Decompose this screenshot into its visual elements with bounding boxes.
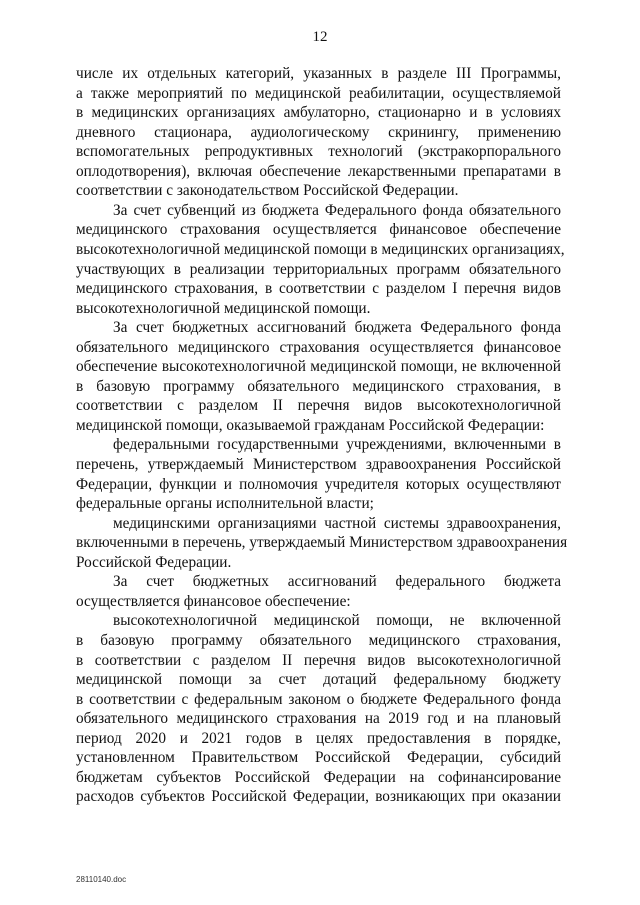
text-line: обязательного медицинского страхования осуществляется финансовое <box>76 338 561 356</box>
text-line: медицинского страхования, в соответствии с разделом I перечня видов <box>76 280 561 298</box>
text-line: соответствии с разделом II перечня видов высокотехнологичной <box>76 397 561 415</box>
text-line: высокотехнологичной медицинской помощи, не включенной <box>113 612 561 630</box>
text-line: дневного стационара, аудиологическому скринингу, применению <box>76 123 561 141</box>
text-line: включенными в перечень, утверждаемый Министерством здравоохранения <box>76 534 568 552</box>
text-line: медицинской помощи за счет дотаций федеральному бюджету <box>76 671 561 689</box>
text-line: расходов субъектов Российской Федерации, возникающих при оказании <box>76 788 561 806</box>
text-line: медицинскими организациями частной системы здравоохранения, <box>113 514 561 532</box>
page-number: 12 <box>312 29 328 45</box>
text-line: высокотехнологичной медицинской помощи. <box>76 299 371 317</box>
text-line: вспомогательных репродуктивных технологий (экстракорпорального <box>76 143 561 161</box>
text-line: перечень, утверждаемый Министерством здравоохранения Российской <box>76 456 561 473</box>
text-line: За счет субвенций из бюджета Федерального фонда обязательного <box>113 201 561 219</box>
text-line: Федерации, функции и полномочия учредителя которых осуществляют <box>76 475 561 493</box>
text-line: в медицинских организациях амбулаторно, стационарно и в условиях <box>76 104 561 122</box>
text-line: в базовую программу обязательного медицинского страхования, <box>76 632 561 649</box>
text-line: высокотехнологичной медицинской помощи в медицинских организациях, <box>76 241 565 258</box>
text-line: медицинского страхования осуществляется финансовое обеспечение <box>76 221 561 239</box>
text-line: федеральные органы исполнительной власти; <box>76 495 374 513</box>
text-line: участвующих в реализации территориальных программ обязательного <box>76 260 561 278</box>
text-line: федеральными государственными учреждениями, включенными в <box>113 436 561 454</box>
text-line: в базовую программу обязательного медицинского страхования, в <box>76 377 561 395</box>
text-line: За счет бюджетных ассигнований федерального бюджета <box>113 573 561 591</box>
text-line: а также мероприятий по медицинской реабилитации, осуществляемой <box>76 84 561 102</box>
text-line: числе их отдельных категорий, указанных в разделе III Программы, <box>76 65 561 82</box>
text-line: За счет бюджетных ассигнований бюджета Федерального фонда <box>113 319 561 337</box>
text-line: Российской Федерации. <box>76 553 232 571</box>
text-line: бюджетам субъектов Российской Федерации на софинансирование <box>76 768 561 786</box>
text-line: в соответствии с федеральным законом о бюджете Федерального фонда <box>76 690 561 708</box>
file-name-footer: 28110140.doc <box>76 875 127 884</box>
text-line: обязательного медицинского страхования на 2019 год и на плановый <box>76 710 561 728</box>
text-line: период 2020 и 2021 годов в целях предоставления в порядке, <box>76 729 561 747</box>
text-line: в соответствии с разделом II перечня видов высокотехнологичной <box>76 651 561 669</box>
text-line: обеспечение высокотехнологичной медицинской помощи, не включенной <box>76 358 561 376</box>
text-line: медицинской помощи, оказываемой гражданам Российской Федерации: <box>76 416 545 434</box>
text-line: установленном Правительством Российской Федерации, субсидий <box>76 749 561 767</box>
text-line: соответствии с законодательством Российской Федерации. <box>76 182 459 200</box>
text-line: осуществляется финансовое обеспечение: <box>76 592 351 610</box>
text-line: оплодотворения), включая обеспечение лекарственными препаратами в <box>76 162 561 180</box>
